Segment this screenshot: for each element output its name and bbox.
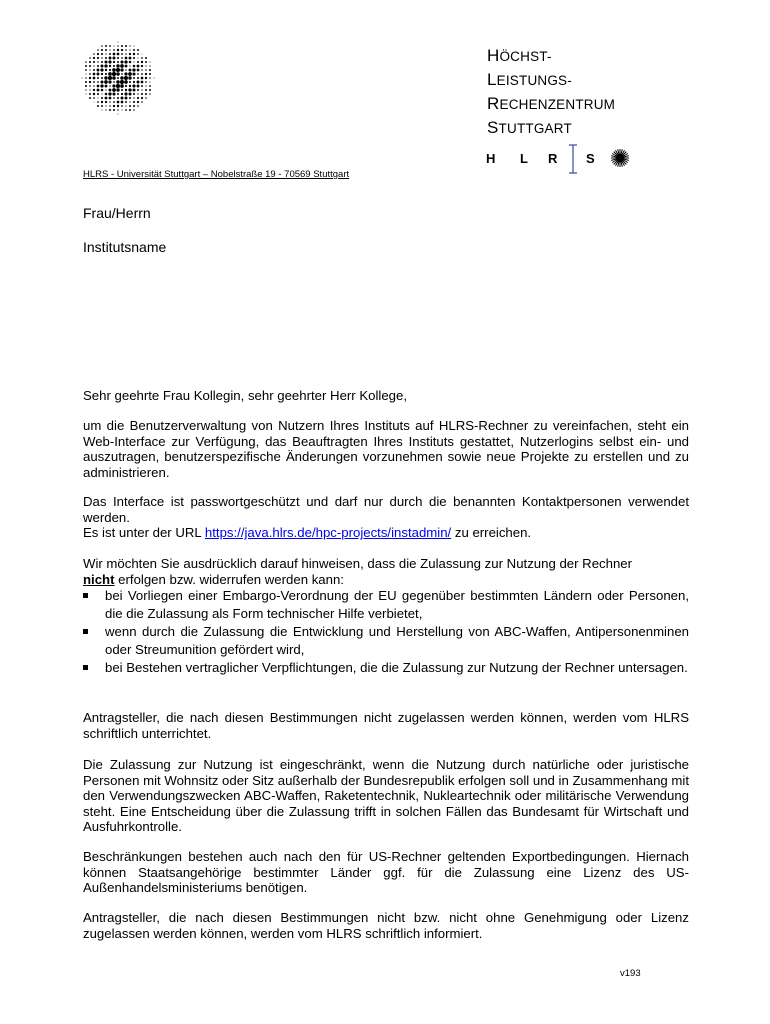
list-item: wenn durch die Zulassung die Entwicklung und Herstellung von ABC-Waffen, Antipersonenminen oder Streumunition gefördert wird, [83,623,689,659]
center-name-line: STUTTGART [487,118,572,137]
paragraph-export: Beschränkungen bestehen auch nach den für US-Rechner geltenden Exportbedingungen. Hiernach können Staatsangehörige bestimmter Länder ggf. für die Zulassung eine Lizenz des US-Außenhandelsministeriums benötigen. [83,849,689,896]
paragraph-restrictions: Wir möchten Sie ausdrücklich darauf hinweisen, dass die Zulassung zur Nutzung der Rechner nicht erfolgen bzw. widerrufen werden kann: bei Vorliegen einer Embargo-Verordnung der EU gegenüber bestimmten Ländern oder Personen, die die Zulassung als Form technischer Hilfe verbietet, wenn durch die Zulassung die Entwicklung und Herstellung von ABC-Waffen, Antipersonenminen oder Streumunition gefördert wird, bei Bestehen vertraglicher Verpflichtungen, die die Zulassung zur Nutzung der Rechner untersagen. [83,556,689,676]
recipient-salutation: Frau/Herrn [83,205,151,221]
restriction-list [83,587,689,677]
center-name-line: HÖCHST- [487,46,552,65]
hlrs-sun-icon [611,149,629,167]
document-version: v193 [620,968,641,979]
paragraph-notification: Antragsteller, die nach diesen Bestimmungen nicht zugelassen werden können, werden vom HLRS schriftlich unterrichtet. [83,710,689,741]
letter-greeting: Sehr geehrte Frau Kollegin, sehr geehrter Herr Kollege, [83,388,408,403]
paragraph-applicants: Antragsteller, die nach diesen Bestimmungen nicht bzw. nicht ohne Genehmigung oder Lizenz zugelassen werden können, werden vom HLRS schriftlich informiert. [83,910,689,941]
logo-letter: H [486,151,497,166]
recipient-institute: Institutsname [83,239,167,255]
paragraph-access: Das Interface ist passwortgeschützt und darf nur durch die benannten Kontaktpersonen verwendet werden. Es ist unter der URL https://java.hlrs.de/hpc-projects/instadmin/ zu erreichen. [83,494,689,541]
hlrs-logo [484,143,634,175]
list-item: bei Bestehen vertraglicher Verpflichtungen, die die Zulassung zur Nutzung der Rechner untersagen. [83,659,689,677]
university-logo-icon [80,40,156,116]
emphasis-not: nicht [83,571,115,587]
sender-address: HLRS - Universität Stuttgart – Nobelstraße 19 - 70569 Stuttgart [83,169,350,180]
logo-letter: L [520,151,528,166]
paragraph-limitation: Die Zulassung zur Nutzung ist eingeschränkt, wenn die Nutzung durch natürliche oder juristische Personen mit Wohnsitz oder Sitz außerhalb der Bundesrepublik erfolgen soll und in Zusammenhang mit den Verwendungszwecken ABC-Waffen, Raketentechnik, Nukleartechnik oder militärische Verwendung steht. Eine Entscheidung über die Zulassung trifft in solchen Fällen das Bundesamt für Wirtschaft und Ausfuhrkontrolle. [83,757,689,835]
logo-letter: R [548,151,558,166]
paragraph-web-interface: um die Benutzerverwaltung von Nutzern Ihres Instituts auf HLRS-Rechner zu vereinfachen, steht ein Web-Interface zur Verfügung, das Beauftragten Ihres Instituts gestattet, Nutzerlogins selbst ein- und auszutragen, benutzerspezifische Änderungen vorzunehmen sowie neue Projekte zu erstellen und zu administrieren. [83,418,689,480]
center-name-line: RECHENZENTRUM [487,94,616,113]
list-item: bei Vorliegen einer Embargo-Verordnung der EU gegenüber bestimmten Ländern oder Personen, die die Zulassung als Form technischer Hilfe verbietet, [83,587,689,623]
instadmin-link[interactable]: https://java.hlrs.de/hpc-projects/instadmin/ [204,525,452,541]
logo-letter: S [586,151,595,166]
computing-center-name [487,44,615,140]
center-name-line: LEISTUNGS- [487,70,572,89]
